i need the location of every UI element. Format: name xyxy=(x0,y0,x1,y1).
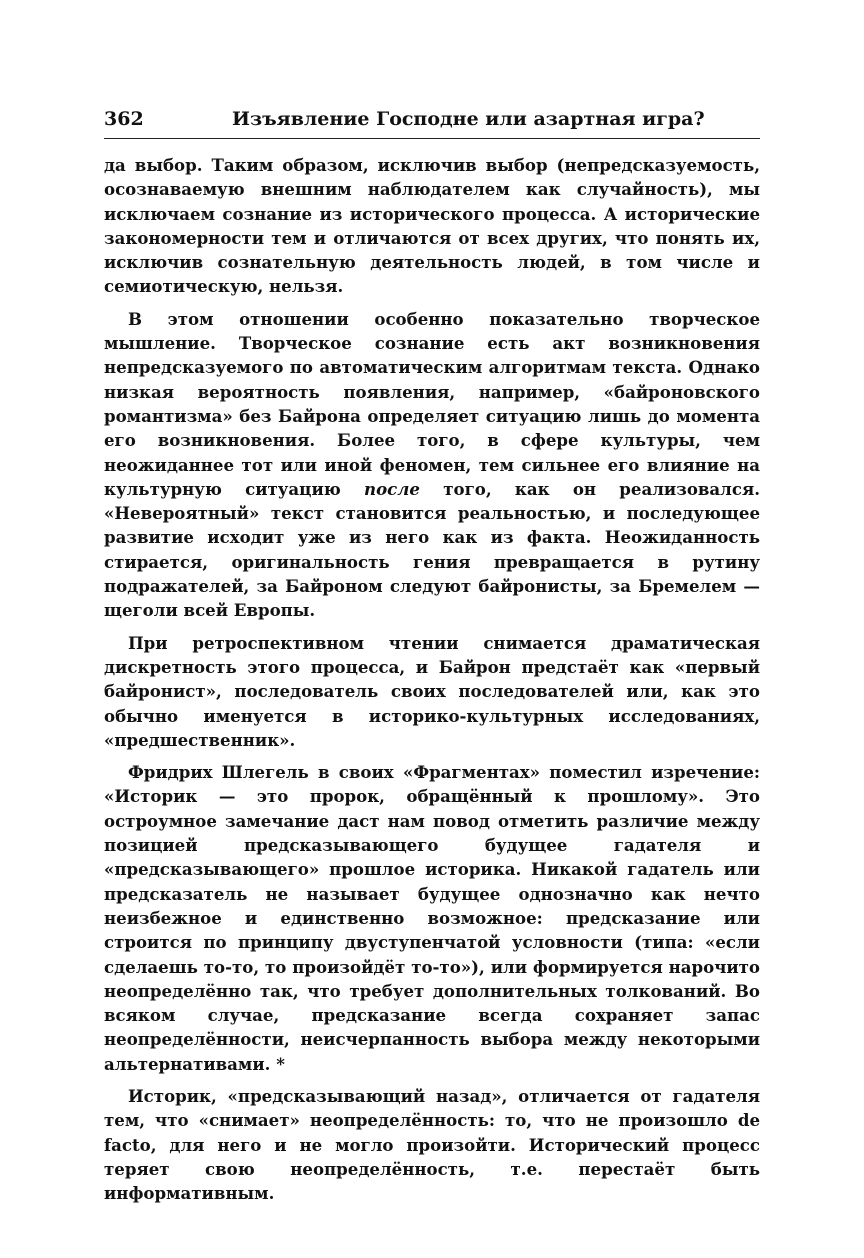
paragraph-4: Фридрих Шлегель в своих «Фрагментах» поместил изречение: «Историк — это пророк, обращённый к прошлому». Это остроумное замечание даст нам повод отметить различие между позицией предсказывающего будущее гадателя и «предсказывающего» прошлое историка. Никакой гадатель или предсказатель не называет будущее однозначно как нечто неизбежное и единственно возможное: предсказание или строится по принципу двуступенчатой условности (типа: «если сделаешь то-то, то произойдёт то-то»), или формируется нарочито неопределённо так, что требует дополнительных толкований. Во всяком случае, предсказание всегда сохраняет запас неопределённости, неисчерпанность выбора между некоторыми альтернативами. * xyxy=(104,762,760,1074)
paragraph-3: При ретроспективном чтении снимается драматическая дискретность этого процесса, и Байрон предстаёт как «первый байронист», последователь своих последователей или, как это обычно именуется в историко-культурных исследованиях, «предшественник». xyxy=(104,632,760,750)
emphasis-word: после xyxy=(364,478,420,499)
paragraph-5: Историк, «предсказывающий назад», отличается от гадателя тем, что «снимает» неопределённость: то, что не произошло de facto, для него и не могло произойти. Исторический процесс теряет свою неопределённость, т.е. перестаёт быть информативным. xyxy=(104,1085,760,1204)
page-number: 362 xyxy=(104,108,144,130)
book-page xyxy=(104,104,760,1213)
paragraph-2 xyxy=(104,307,760,623)
paragraph-2-part-a: В этом отношении особенно показательно творческое мышление. Творческое сознание есть акт возникновения непредсказуемого по автоматическим алгоритмам текста. Однако низкая вероятность появления, например, «байроновского романтизма» без Байрона определяет ситуацию лишь до момента его возникновения. Более того, в сфере культуры, чем неожиданнее тот или иной феномен, тем сильнее его влияние на культурную ситуацию xyxy=(104,308,760,499)
running-title: Изъявление Господне или азартная игра? xyxy=(232,108,705,130)
paragraph-1: да выбор. Таким образом, исключив выбор (непредсказуемость, осознаваемую внешним наблюдателем как случайность), мы исключаем сознание из исторического процесса. А исторические закономерности тем и отличаются от всех других, что понять их, исключив сознательную деятельность людей, в том числе и семиотическую, нельзя. xyxy=(104,155,760,297)
body-text xyxy=(104,153,760,1205)
paragraph-2-part-b: того, как он реализовался. «Невероятный» текст становится реальностью, и последующее развитие исходит уже из него как из факта. Неожиданность стирается, оригинальность гения превращается в рутину подражателей, за Байроном следуют байронисты, за Бремелем — щеголи всей Европы. xyxy=(104,478,761,621)
page-header xyxy=(104,104,760,139)
